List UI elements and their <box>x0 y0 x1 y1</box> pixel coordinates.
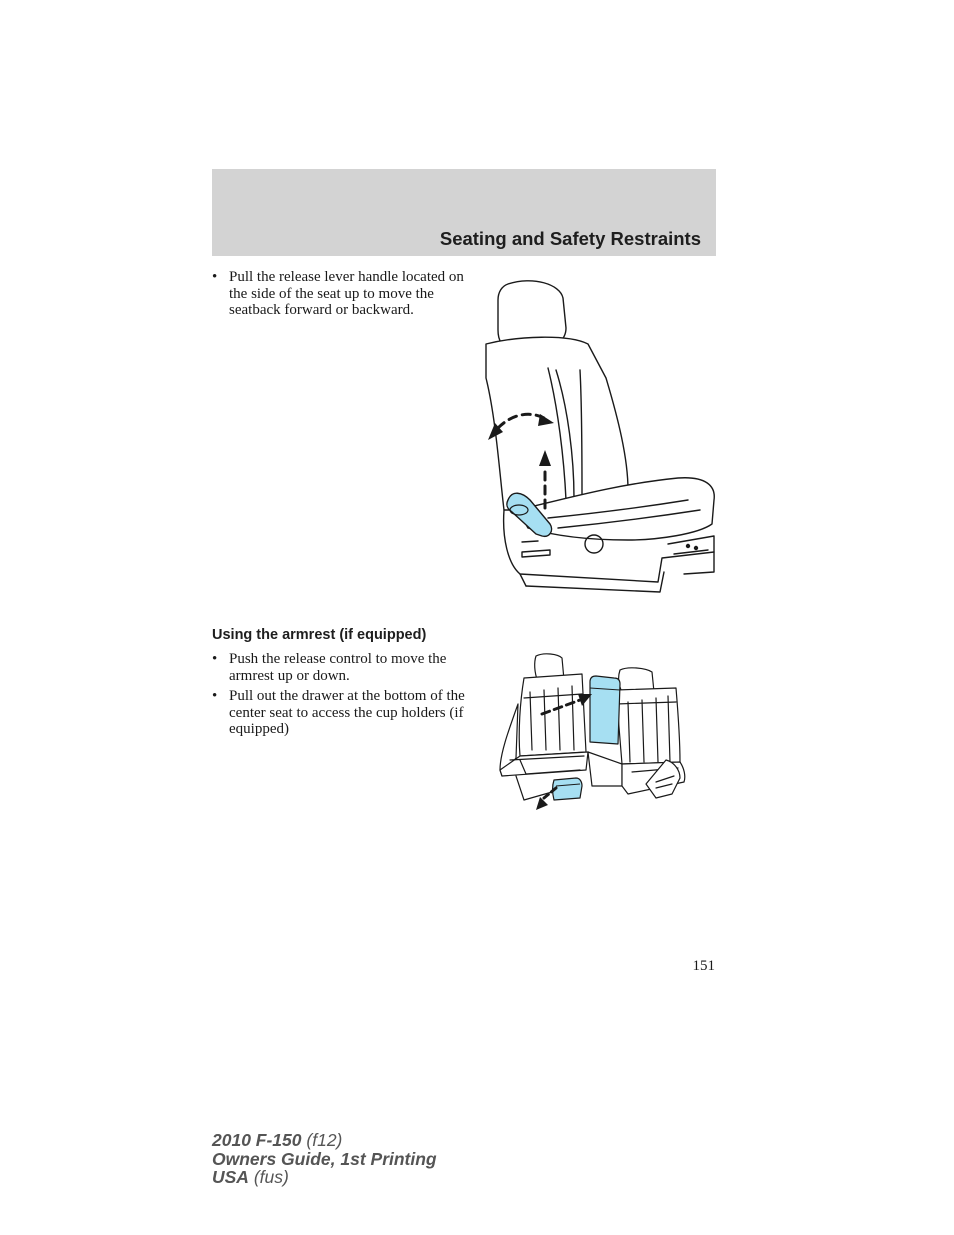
bullet-text: Pull out the drawer at the bottom of the center seat to access the cup holders (if equipped) <box>229 688 465 738</box>
footer-market-code: (fus) <box>253 1167 289 1187</box>
bullet-icon: • <box>212 269 218 285</box>
list-item <box>212 269 467 319</box>
page-number: 151 <box>692 958 715 974</box>
footer-market: USA <box>212 1167 249 1187</box>
section-title: Seating and Safety Restraints <box>439 228 701 249</box>
bullet-text: Pull the release lever handle located on the side of the seat up to move the seatback forward or backward. <box>229 269 464 319</box>
seat-recline-lever-illustration <box>478 278 718 600</box>
armrest-instructions <box>212 651 467 742</box>
footer-line-1 <box>212 1131 437 1150</box>
footer-line-3 <box>212 1168 437 1187</box>
bullet-icon: • <box>212 651 218 667</box>
footer-model-code: (f12) <box>306 1130 343 1150</box>
document-footer <box>212 1131 437 1187</box>
armrest-heading: Using the armrest (if equipped) <box>212 627 427 643</box>
section-header-band <box>212 169 716 256</box>
bench-seat-armrest-illustration <box>496 652 688 814</box>
seatback-instructions <box>212 269 467 323</box>
bullet-text: Push the release control to move the armrest up or down. <box>229 651 447 684</box>
list-item <box>212 688 467 738</box>
footer-model: 2010 F-150 <box>212 1130 302 1150</box>
bullet-icon: • <box>212 688 218 705</box>
list-item <box>212 651 467 684</box>
footer-line-2: Owners Guide, 1st Printing <box>212 1148 437 1169</box>
